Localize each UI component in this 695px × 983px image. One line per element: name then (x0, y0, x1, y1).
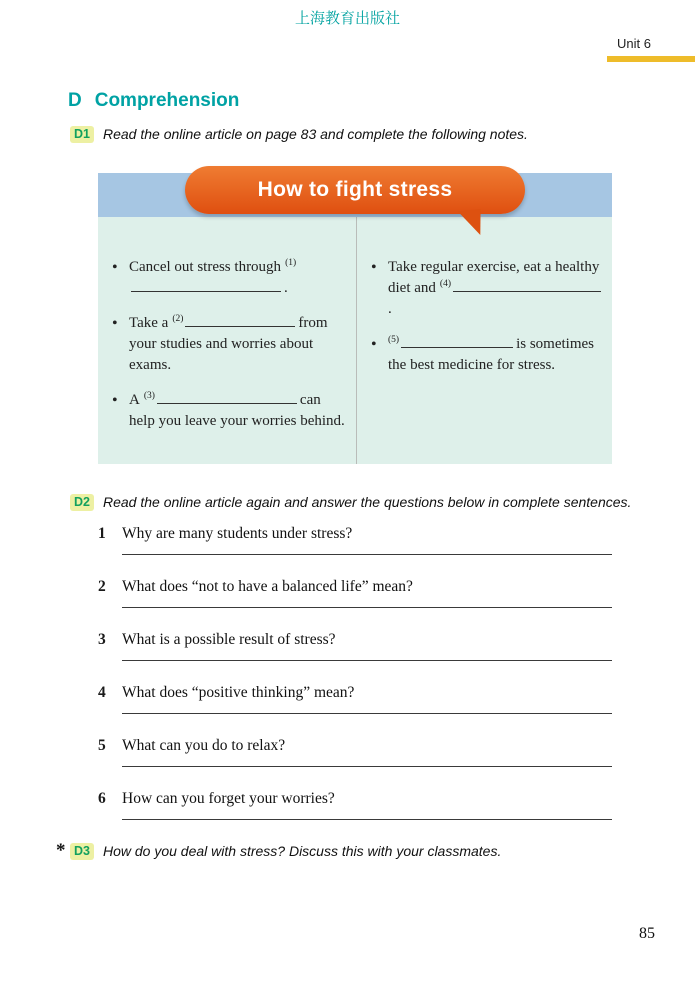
note-text: Take regular exercise, eat a healthy diet and (388, 259, 600, 296)
section-title: Comprehension (94, 90, 240, 111)
d1-badge: D1 (70, 126, 94, 143)
notes-box (98, 173, 612, 464)
question-item (98, 631, 612, 661)
section-letter: D (68, 90, 82, 111)
d3-instruction: How do you deal with stress? Discuss this with your classmates. (102, 843, 502, 859)
optional-star: * (56, 840, 66, 861)
note-text: A (129, 392, 140, 408)
question-item (98, 684, 612, 714)
question-item (98, 578, 612, 608)
d2-badge: D2 (70, 494, 94, 511)
task-d3 (56, 840, 695, 861)
note-bullet (112, 313, 345, 376)
question-number: 5 (98, 737, 106, 754)
note-text: Take a (129, 315, 169, 331)
d2-instruction: Read the online article again and answer the questions below in complete sentences. (102, 494, 632, 510)
answer-line (122, 607, 612, 608)
task-d2 (70, 494, 695, 511)
note-text: can help you leave your worries behind. (129, 392, 345, 429)
d3-badge: D3 (70, 843, 94, 860)
note-text: . (388, 301, 392, 317)
note-text: is sometimes the best medicine for stress. (388, 336, 594, 373)
note-bullet (371, 257, 604, 320)
blank-line-2 (185, 314, 295, 327)
unit-gold-bar (607, 56, 695, 62)
section-heading (68, 90, 695, 112)
answer-line (122, 660, 612, 661)
publisher-title: 上海教育出版社 (294, 10, 400, 27)
note-text: Cancel out stress through (129, 259, 282, 275)
blank-number: (3) (143, 391, 155, 401)
notes-title: How to fight stress (257, 178, 453, 201)
blank-number: (2) (172, 314, 184, 324)
notes-body (98, 217, 612, 464)
question-text: What does “not to have a balanced life” mean? (122, 578, 413, 595)
answer-line (122, 819, 612, 820)
question-text: What does “positive thinking” mean? (122, 684, 355, 701)
question-number: 6 (98, 790, 106, 807)
question-text: Why are many students under stress? (122, 525, 353, 542)
note-text: from your studies and worries about exams. (129, 315, 328, 373)
title-speech-bubble (185, 166, 525, 214)
question-text: How can you forget your worries? (122, 790, 335, 807)
task-d1 (70, 126, 695, 143)
question-number: 1 (98, 525, 106, 542)
answer-line (122, 766, 612, 767)
question-number: 2 (98, 578, 106, 595)
notes-left-column (98, 257, 357, 446)
question-number: 3 (98, 631, 106, 648)
blank-line-1 (131, 279, 281, 292)
blank-line-3 (157, 391, 297, 404)
note-text: . (284, 280, 288, 296)
column-divider (356, 217, 357, 464)
blank-number: (4) (439, 279, 451, 289)
question-item (98, 525, 612, 555)
blank-line-5 (401, 335, 513, 348)
question-text: What is a possible result of stress? (122, 631, 336, 648)
question-number: 4 (98, 684, 106, 701)
blank-line-4 (453, 279, 601, 292)
note-bullet (112, 390, 345, 432)
question-list (98, 525, 612, 820)
blank-number: (1) (285, 258, 297, 268)
answer-line (122, 554, 612, 555)
question-item (98, 790, 612, 820)
notes-right-column (357, 257, 612, 446)
note-bullet (112, 257, 345, 299)
blank-number: (5) (388, 335, 400, 345)
question-text: What can you do to relax? (122, 737, 286, 754)
answer-line (122, 713, 612, 714)
note-bullet (371, 334, 604, 376)
unit-label: Unit 6 (617, 36, 651, 51)
d1-instruction: Read the online article on page 83 and complete the following notes. (102, 126, 528, 142)
page-number: 85 (639, 925, 655, 942)
speech-bubble-tail-icon (458, 209, 484, 237)
question-item (98, 737, 612, 767)
unit-tab (565, 36, 695, 62)
